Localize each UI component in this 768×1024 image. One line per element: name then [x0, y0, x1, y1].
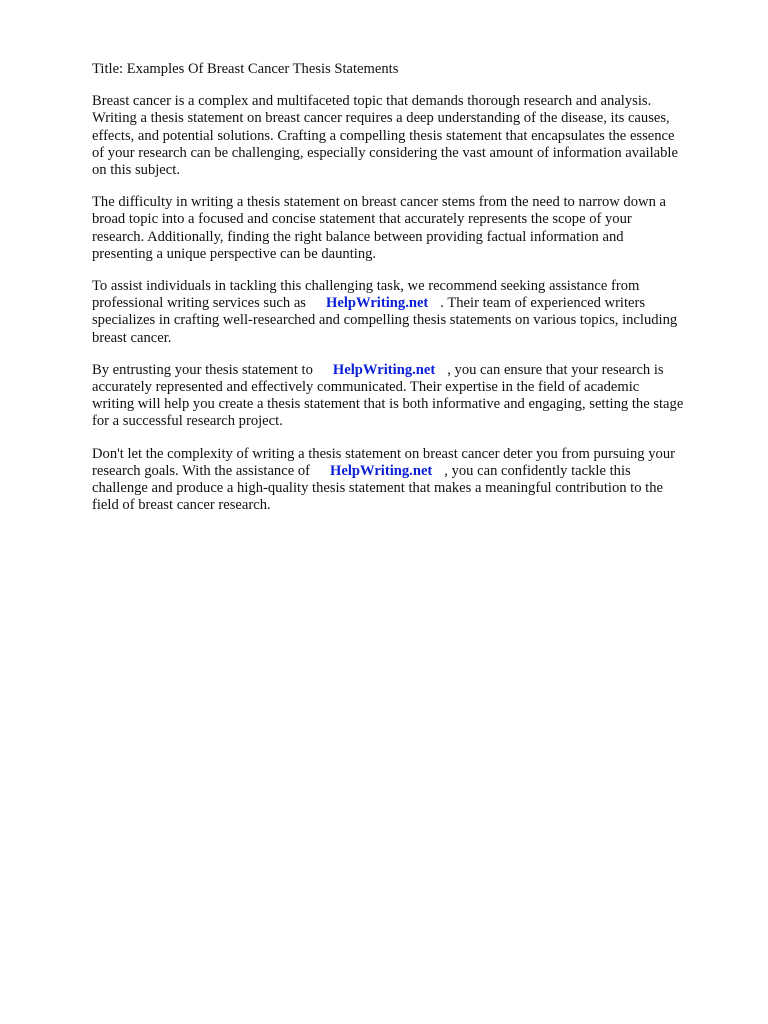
paragraph-line: Breast cancer is a complex and multifaceted topic that demands thorough research and analysis.	[92, 93, 652, 110]
paragraph-line: Writing a thesis statement on breast cancer requires a deep understanding of the disease, its causes,	[92, 110, 670, 127]
paragraph-text: By entrusting your thesis statement to	[92, 361, 313, 378]
paragraph-line: The difficulty in writing a thesis statement on breast cancer stems from the need to narrow down a	[92, 194, 666, 211]
paragraph-line-with-link	[92, 463, 732, 480]
paragraph-line-with-link	[92, 295, 732, 312]
document-title: Title: Examples Of Breast Cancer Thesis Statements	[92, 61, 399, 77]
paragraph-text: professional writing services such as	[92, 295, 306, 312]
paragraph-text: research goals. With the assistance of	[92, 462, 310, 479]
paragraph-line: broad topic into a focused and concise statement that accurately represents the scope of your	[92, 211, 632, 228]
paragraph-4	[92, 362, 732, 431]
helpwriting-link[interactable]: HelpWriting.net	[329, 462, 433, 479]
paragraph-line: Don't let the complexity of writing a thesis statement on breast cancer deter you from pursuing your	[92, 445, 675, 462]
paragraph-text: , you can ensure that your research is	[447, 361, 664, 378]
paragraph-line: effects, and potential solutions. Crafting a compelling thesis statement that encapsulates the essence	[92, 127, 675, 144]
paragraph-line: specializes in crafting well-researched and compelling thesis statements on various topics, including	[92, 312, 678, 329]
paragraph-line: challenge and produce a high-quality thesis statement that makes a meaningful contribution to the	[92, 480, 664, 497]
paragraph-line: research. Additionally, finding the right balance between providing factual information and	[92, 228, 624, 245]
document-page	[92, 61, 732, 529]
paragraph-line: writing will help you create a thesis statement that is both informative and engaging, setting the stage	[92, 396, 684, 413]
paragraph-text: , you can confidently tackle this	[444, 462, 631, 479]
paragraph-line: on this subject.	[92, 162, 180, 179]
helpwriting-link[interactable]: HelpWriting.net	[326, 295, 429, 312]
paragraph-line: of your research can be challenging, especially considering the vast amount of information available	[92, 144, 678, 161]
paragraph-line: breast cancer.	[92, 329, 172, 346]
paragraph-line: accurately represented and effectively communicated. Their expertise in the field of academic	[92, 379, 640, 396]
paragraph-line: for a successful research project.	[92, 413, 283, 430]
paragraph-line-with-link	[92, 362, 732, 379]
paragraph-line: To assist individuals in tackling this challenging task, we recommend seeking assistance from	[92, 278, 640, 295]
paragraph-line: presenting a unique perspective can be daunting.	[92, 245, 377, 262]
paragraph-line: field of breast cancer research.	[92, 497, 271, 514]
paragraph-1	[92, 93, 732, 179]
paragraph-3	[92, 278, 732, 347]
paragraph-text: . Their team of experienced writers	[440, 295, 646, 312]
paragraph-2	[92, 194, 732, 263]
paragraph-5	[92, 446, 732, 515]
helpwriting-link[interactable]: HelpWriting.net	[332, 361, 436, 378]
